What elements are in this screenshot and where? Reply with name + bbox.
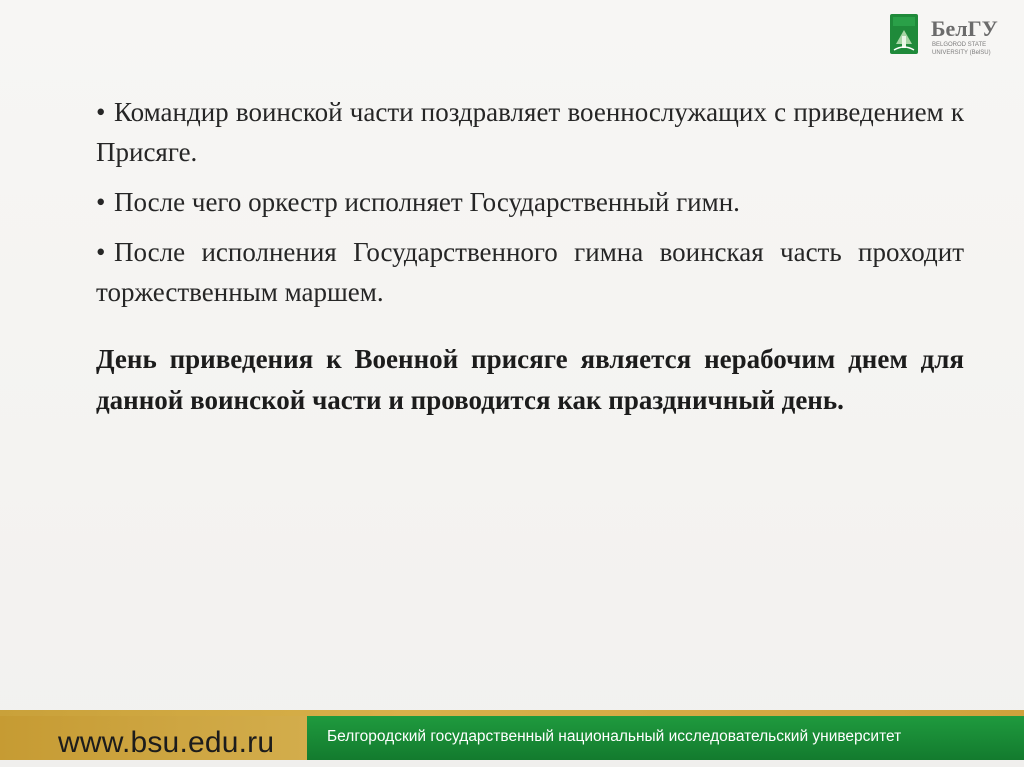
footer-url-panel xyxy=(0,716,307,760)
bullet-item xyxy=(96,182,964,222)
belgu-emblem-icon xyxy=(890,14,918,54)
bullet-dot: • xyxy=(96,97,106,127)
slide-content xyxy=(96,92,964,448)
footer-bottom-stripe xyxy=(0,760,1024,767)
footer-bar xyxy=(0,710,1024,767)
emphasis-paragraph: День приведения к Военной присяге является нерабочим днем для данной воинской части и проводится как праздничный день. xyxy=(96,344,964,415)
bullet-dot: • xyxy=(96,237,106,267)
bullet-item xyxy=(96,92,964,172)
university-name-caption: Белгородский государственный национальный исследовательский университет xyxy=(327,728,902,745)
svg-text:БелГУ: БелГУ xyxy=(931,16,998,41)
footer-caption-panel xyxy=(307,716,1024,760)
svg-text:BELGOROD STATE: BELGOROD STATE xyxy=(932,42,987,48)
belgu-wordmark xyxy=(922,8,1006,64)
university-logo xyxy=(886,8,1006,64)
bullet-item xyxy=(96,232,964,312)
svg-text:UNIVERSITY (BelSU): UNIVERSITY (BelSU) xyxy=(932,50,991,56)
bullet-text: После чего оркестр исполняет Государственный гимн. xyxy=(114,187,740,217)
bullet-text: Командир воинской части поздравляет военнослужащих с приведением к Присяге. xyxy=(96,97,964,167)
bullet-text: После исполнения Государственного гимна воинская часть проходит торжественным маршем. xyxy=(96,237,964,307)
bullet-dot: • xyxy=(96,187,106,217)
website-url-link[interactable]: www.bsu.edu.ru xyxy=(58,726,275,759)
